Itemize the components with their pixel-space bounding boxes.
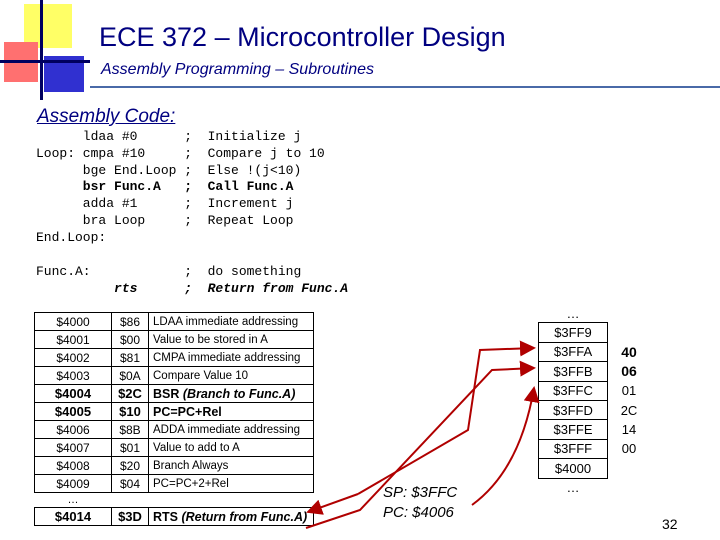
- memory-description: Value to add to A: [149, 439, 314, 457]
- memory-value: $3D: [112, 508, 149, 526]
- stack-row: [539, 342, 651, 361]
- memory-row: [35, 493, 314, 508]
- memory-value: $10: [112, 403, 149, 421]
- stack-row: [539, 478, 651, 497]
- memory-row: [35, 457, 314, 475]
- stack-row: [539, 420, 651, 439]
- slide-logo: [0, 0, 90, 100]
- stack-value: [608, 459, 651, 478]
- assembly-code-block: [36, 129, 325, 247]
- stack-row: [539, 439, 651, 458]
- stack-address: $3FFA: [539, 342, 608, 361]
- func-line: rts ; Return from Func.A: [36, 280, 349, 296]
- memory-address: $4001: [35, 331, 112, 349]
- memory-address: $4008: [35, 457, 112, 475]
- memory-address: $4004: [35, 385, 112, 403]
- memory-row: [35, 313, 314, 331]
- stack-value: 40: [608, 342, 651, 361]
- title-divider: [90, 86, 720, 88]
- memory-address: $4007: [35, 439, 112, 457]
- memory-value: $04: [112, 475, 149, 493]
- sp-label: SP: $3FFC: [383, 484, 458, 501]
- memory-row: [35, 385, 314, 403]
- function-code-block: [36, 264, 348, 298]
- memory-value: $86: [112, 313, 149, 331]
- return-address-arrow-upper: [358, 348, 534, 494]
- stack-value: [608, 304, 651, 323]
- memory-row: [35, 475, 314, 493]
- memory-address: $4006: [35, 421, 112, 439]
- memory-address: $4014: [35, 508, 112, 526]
- pc-label: PC: $4006: [383, 504, 454, 521]
- memory-row: [35, 349, 314, 367]
- stack-value: 00: [608, 439, 651, 458]
- stack-value: [608, 478, 651, 497]
- stack-address: …: [566, 305, 580, 321]
- memory-row: [35, 367, 314, 385]
- func-line: Func.A: ; do something: [36, 264, 302, 279]
- stack-value: 2C: [608, 400, 651, 419]
- memory-description: PC=PC+2+Rel: [149, 475, 314, 493]
- memory-description: BSR (Branch to Func.A): [149, 385, 314, 403]
- code-line: End.Loop:: [36, 229, 107, 245]
- code-line: Loop: cmpa #10 ; Compare j to 10: [36, 145, 325, 161]
- memory-address: $4009: [35, 475, 112, 493]
- memory-row: [35, 508, 314, 526]
- memory-address: …: [67, 494, 79, 506]
- stack-row: [539, 381, 651, 400]
- memory-description: LDAA immediate addressing: [149, 313, 314, 331]
- memory-address: $4000: [35, 313, 112, 331]
- code-line: bsr Func.A ; Call Func.A: [36, 179, 294, 195]
- memory-value: $2C: [112, 385, 149, 403]
- stack-address: $3FFD: [539, 400, 608, 419]
- memory-description: Compare Value 10: [149, 367, 314, 385]
- memory-value: $8B: [112, 421, 149, 439]
- code-line: adda #1 ; Increment j: [36, 196, 294, 212]
- code-line: bge End.Loop ; Else !(j<10): [36, 162, 302, 178]
- stack-address: $3FFE: [539, 420, 608, 439]
- stack-value: [608, 323, 651, 342]
- memory-row: [35, 403, 314, 421]
- slide-subtitle: Assembly Programming – Subroutines: [101, 61, 375, 78]
- stack-row: [539, 459, 651, 478]
- stack-address: $3FFC: [539, 381, 608, 400]
- memory-value: $20: [112, 457, 149, 475]
- memory-value: $81: [112, 349, 149, 367]
- stack-table: [538, 304, 650, 497]
- memory-row: [35, 421, 314, 439]
- return-address-arrow-lower: [308, 494, 358, 512]
- stack-value: 14: [608, 420, 651, 439]
- memory-description: CMPA immediate addressing: [149, 349, 314, 367]
- stack-address: $3FFF: [539, 439, 608, 458]
- memory-value: $00: [112, 331, 149, 349]
- memory-address: $4005: [35, 403, 112, 421]
- memory-description: PC=PC+Rel: [149, 403, 314, 421]
- sp-pointer-arrow: [472, 388, 534, 505]
- memory-row: [35, 439, 314, 457]
- memory-value: $0A: [112, 367, 149, 385]
- slide-title: ECE 372 – Microcontroller Design: [99, 22, 506, 52]
- stack-row: [539, 362, 651, 381]
- memory-description: ADDA immediate addressing: [149, 421, 314, 439]
- memory-value: [112, 493, 149, 508]
- memory-description: RTS (Return from Func.A): [149, 508, 314, 526]
- stack-address: $3FF9: [539, 323, 608, 342]
- code-line: ldaa #0 ; Initialize j: [36, 129, 302, 144]
- memory-row: [35, 331, 314, 349]
- stack-address: $4000: [539, 459, 608, 478]
- stack-row: [539, 400, 651, 419]
- stack-address: …: [566, 480, 580, 496]
- memory-description: [149, 493, 314, 508]
- page-number: 32: [662, 516, 678, 532]
- stack-value: 06: [608, 362, 651, 381]
- memory-table: [34, 312, 314, 526]
- stack-row: [539, 304, 651, 323]
- stack-value: 01: [608, 381, 651, 400]
- stack-row: [539, 323, 651, 342]
- memory-value: $01: [112, 439, 149, 457]
- memory-address: $4003: [35, 367, 112, 385]
- memory-description: Branch Always: [149, 457, 314, 475]
- memory-address: $4002: [35, 349, 112, 367]
- section-heading: Assembly Code:: [37, 106, 176, 127]
- stack-address: $3FFB: [539, 362, 608, 381]
- memory-description: Value to be stored in A: [149, 331, 314, 349]
- code-line: bra Loop ; Repeat Loop: [36, 212, 294, 228]
